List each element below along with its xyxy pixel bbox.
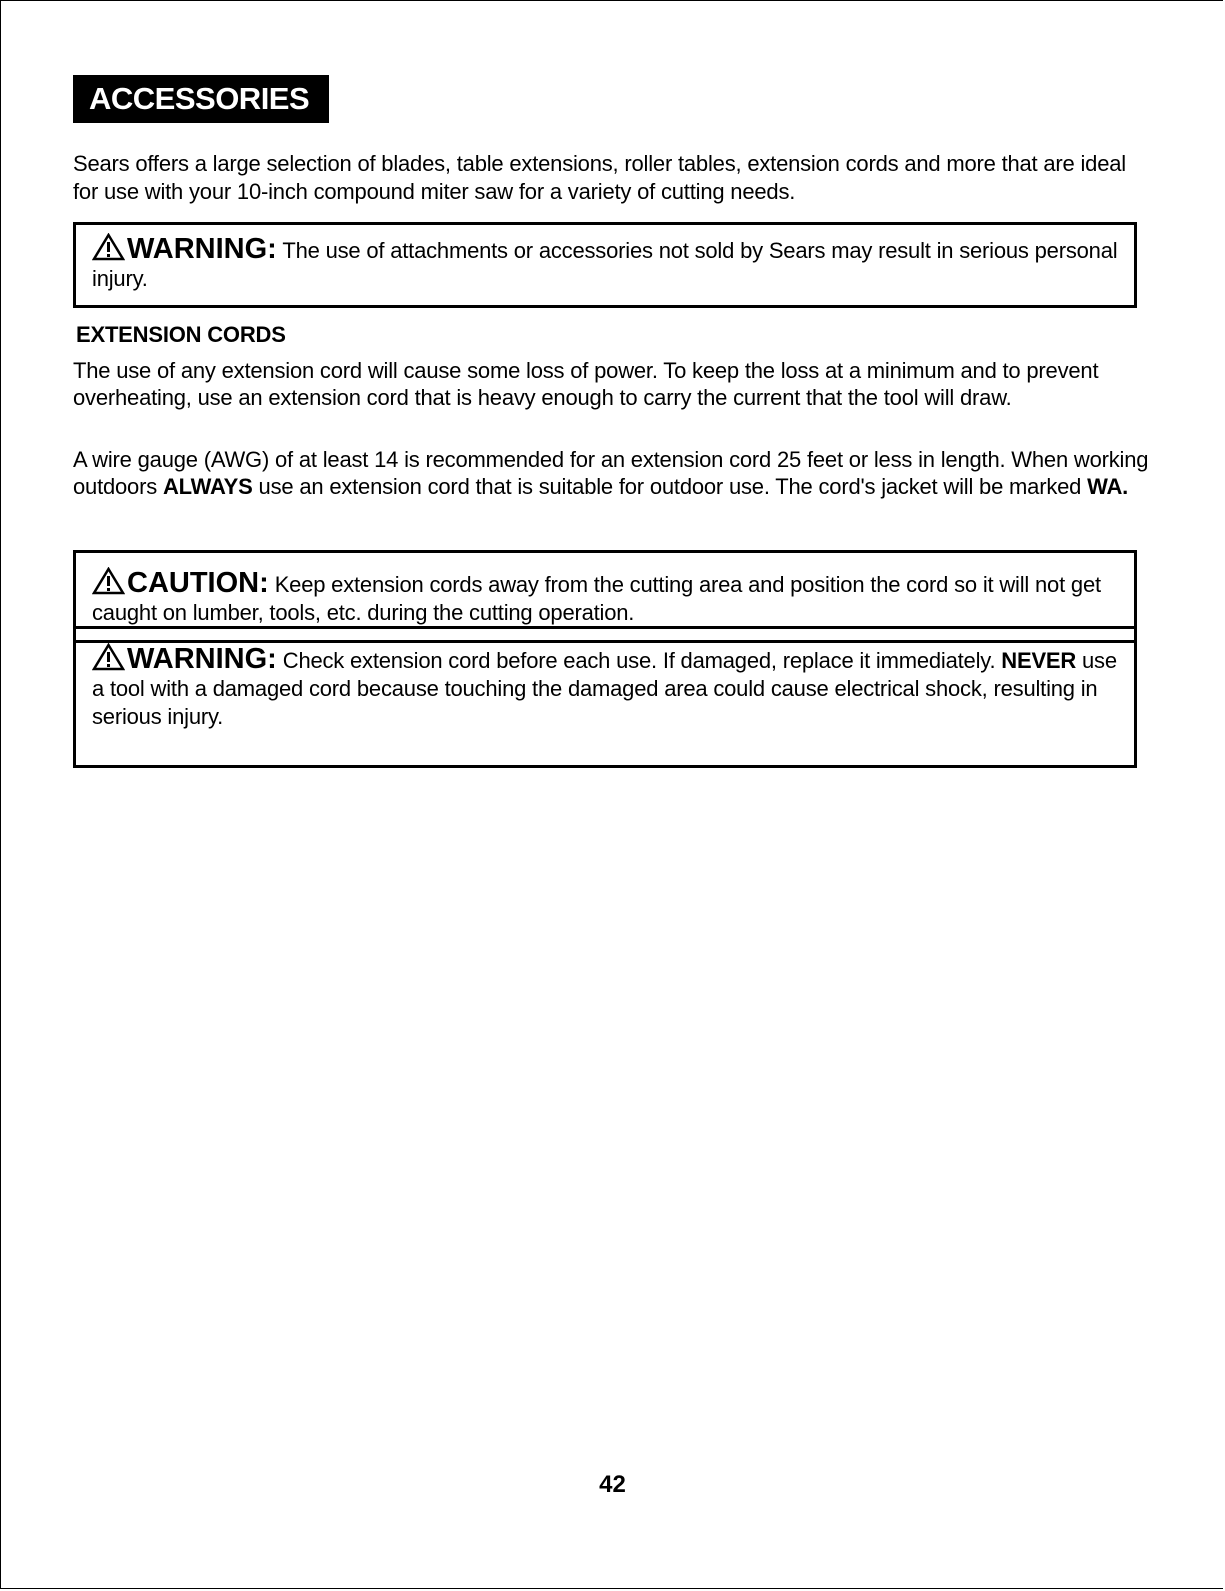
paragraph-2-text-b: use an extension cord that is suitable for outdoor use. The cord's jacket will be marked [258, 474, 1082, 499]
warning-signal-word: WARNING: [127, 643, 277, 675]
intro-paragraph: Sears offers a large selection of blades, table extensions, roller tables, extension cords and more that are ideal for use with your 10-inch compound miter saw for a variety of cutting needs. [73, 151, 1126, 204]
caution-text: Keep extension cords away from the cutting area and position the cord so it will not get caught on lumber, tools, etc. during the cutting operation. [92, 572, 1101, 625]
wa-emphasis: WA. [1087, 474, 1129, 499]
warning-box-attachments [73, 222, 1137, 308]
page-number: 42 [599, 1471, 626, 1498]
section-title-banner: ACCESSORIES [73, 75, 329, 123]
extension-cords-paragraph-2 [73, 446, 1153, 500]
alert-triangle-icon [92, 233, 125, 261]
alert-triangle-icon [92, 567, 125, 595]
warning-signal-word: WARNING: [127, 233, 277, 265]
alert-triangle-icon [92, 643, 125, 671]
never-emphasis: NEVER [1001, 648, 1077, 673]
warning-text: The use of attachments or accessories not sold by Sears may result in serious personal injury. [92, 238, 1118, 291]
warning-box-damaged-cord [73, 626, 1137, 768]
warning-text-a: Check extension cord before each use. If damaged, replace it immediately. [282, 648, 996, 673]
extension-cords-heading: EXTENSION CORDS [76, 322, 286, 347]
always-emphasis: ALWAYS [162, 474, 253, 499]
paragraph-2-text-a: A wire gauge (AWG) of at least 14 is recommended for an extension cord 25 feet or less in length. When working outdoors [73, 447, 1149, 499]
caution-signal-word: CAUTION: [127, 567, 269, 599]
extension-cords-paragraph-1: The use of any extension cord will cause some loss of power. To keep the loss at a minimum and to prevent overheating, use an extension cord that is heavy enough to carry the current that the tool will draw. [73, 358, 1099, 410]
warning-text-b: use a tool with a damaged cord because touching the damaged area could cause electrical shock, resulting in serious injury. [92, 648, 1117, 729]
